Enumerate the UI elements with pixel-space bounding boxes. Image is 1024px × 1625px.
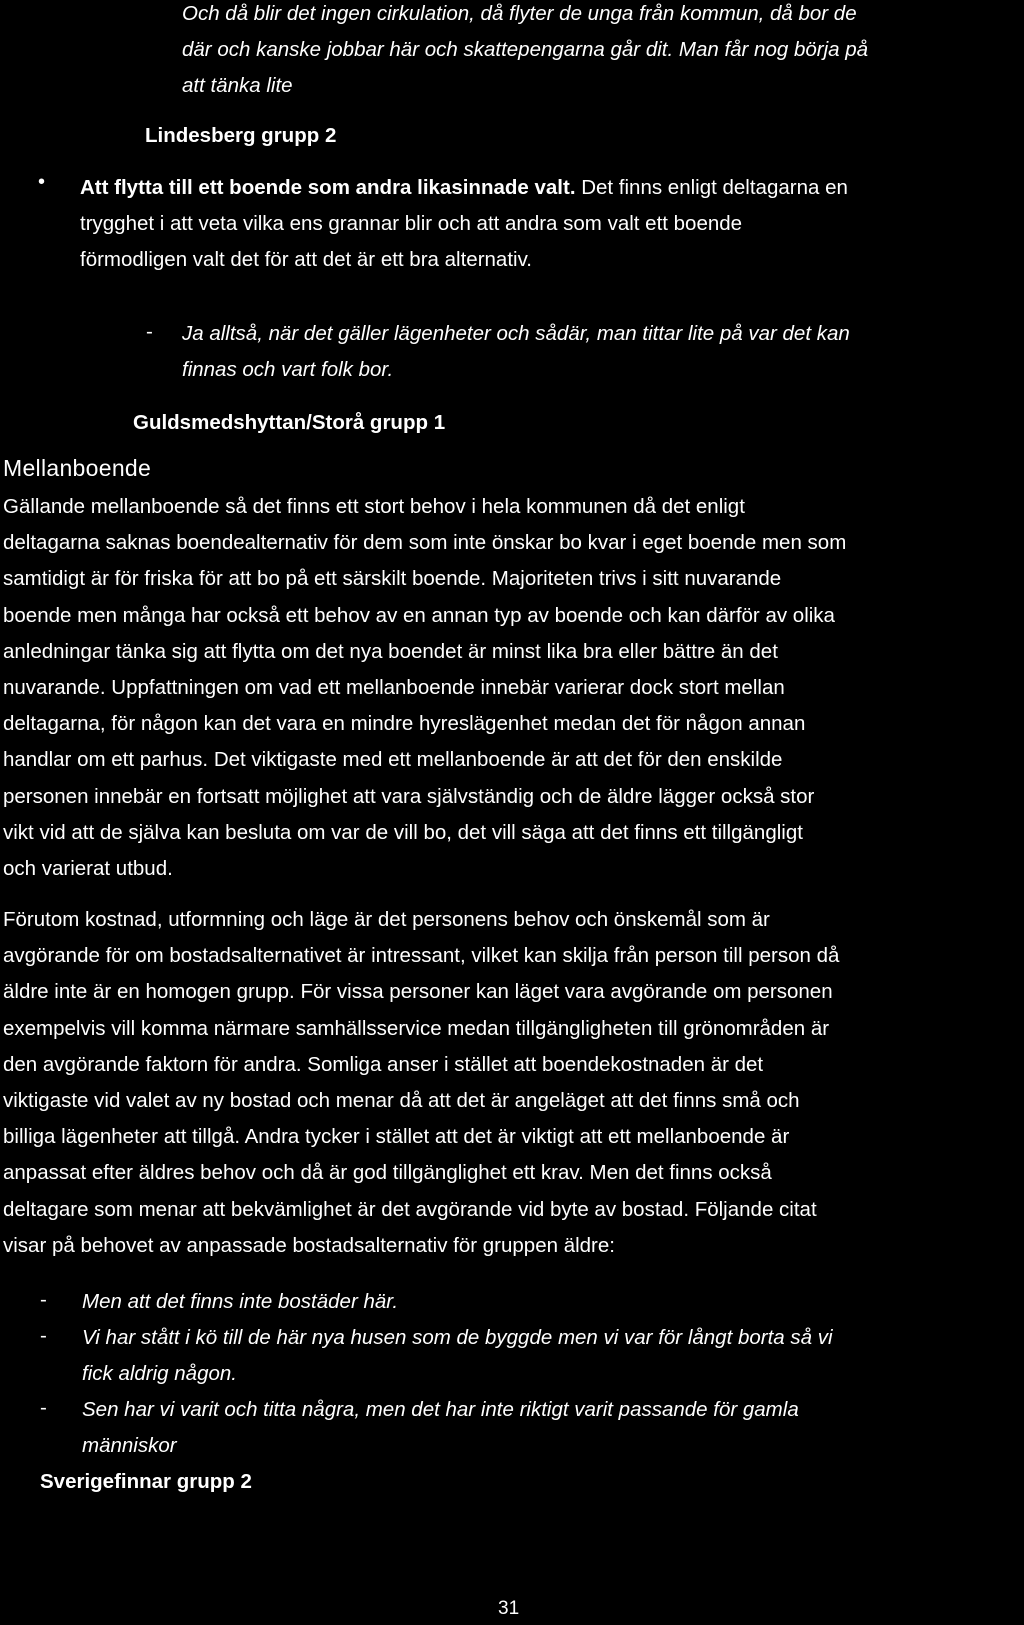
quote-line: Och då blir det ingen cirkulation, då flyter de unga från kommun, då bor de: [182, 2, 857, 25]
paragraph-line: handlar om ett parhus. Det viktigaste med ett mellanboende är att det för den enskilde: [3, 748, 783, 772]
quote-source-sverigefinnar: Sverigefinnar grupp 2: [40, 1470, 252, 1493]
quote-line: Ja alltså, när det gäller lägenheter och sådär, man tittar lite på var det kan: [182, 322, 850, 345]
paragraph-forutom: [3, 902, 1023, 1264]
quote-line: människor: [82, 1434, 177, 1457]
quote-lindesberg: [182, 0, 868, 104]
list-dash: -: [40, 1324, 47, 1347]
section-heading: Mellanboende: [3, 455, 152, 481]
paragraph-line: Gällande mellanboende så det finns ett stort behov i hela kommunen då det enligt: [3, 495, 745, 518]
paragraph-line: deltagare som menar att bekvämlighet är det avgörande vid byte av bostad. Följande citat: [3, 1197, 817, 1221]
paragraph-line: anpassat efter äldres behov och då är god tillgänglighet ett krav. Men det finns också: [3, 1161, 772, 1185]
quote-list-item: [82, 1284, 398, 1320]
quote-guldsmedshyttan: [182, 316, 850, 388]
paragraph-line: visar på behovet av anpassade bostadsalternativ för gruppen äldre:: [3, 1233, 615, 1257]
quote-source-lindesberg: Lindesberg grupp 2: [145, 124, 337, 147]
paragraph-line: deltagarna saknas boendealternativ för dem som inte önskar bo kvar i eget boende men som: [3, 531, 847, 555]
bullet-bold-lead: Att flytta till ett boende som andra likasinnade valt.: [80, 176, 576, 199]
quote-dash: -: [146, 320, 153, 343]
paragraph-mellanboende: [3, 489, 1023, 887]
paragraph-line: avgörande för om bostadsalternativet är intressant, vilket kan skilja från person till person då: [3, 944, 840, 968]
paragraph-line: deltagarna, för någon kan det vara en mindre hyreslägenhet medan det för någon annan: [3, 712, 806, 736]
quote-line: finnas och vart folk bor.: [182, 358, 394, 381]
quote-line: Sen har vi varit och titta några, men det har inte riktigt varit passande för gamla: [82, 1398, 799, 1421]
list-dash: -: [40, 1288, 47, 1311]
paragraph-line: Förutom kostnad, utformning och läge är det personens behov och önskemål som är: [3, 908, 770, 931]
quote-list-item: [82, 1392, 799, 1464]
paragraph-line: boende men många har också ett behov av en annan typ av boende och kan därför av olika: [3, 603, 835, 627]
bullet-item: [80, 170, 848, 279]
paragraph-line: den avgörande faktorn för andra. Somliga anser i stället att boendekostnaden är det: [3, 1052, 764, 1076]
quote-line: att tänka lite: [182, 74, 293, 97]
paragraph-line: viktigaste vid valet av ny bostad och menar då att det är angeläget att det finns små och: [3, 1089, 800, 1113]
page-number: 31: [498, 1598, 520, 1619]
paragraph-line: personen innebär en fortsatt möjlighet att vara självständig och de äldre lägger också stor: [3, 784, 815, 808]
bullet-line: trygghet i att veta vilka ens grannar blir och att andra som valt ett boende: [80, 212, 743, 236]
paragraph-line: billiga lägenheter att tillgå. Andra tycker i stället att det är viktigt att ett mellanboende är: [3, 1125, 790, 1149]
bullet-line: förmodligen valt det för att det är ett bra alternativ.: [80, 248, 532, 272]
paragraph-line: och varierat utbud.: [3, 857, 173, 881]
quote-line: Men att det finns inte bostäder här.: [82, 1290, 399, 1313]
quote-line: fick aldrig någon.: [82, 1362, 237, 1385]
paragraph-line: äldre inte är en homogen grupp. För vissa personer kan läget vara avgörande om personen: [3, 980, 833, 1004]
bullet-line: [80, 170, 848, 206]
list-dash: -: [40, 1396, 47, 1419]
quote-source-guldsmedshyttan: Guldsmedshyttan/Storå grupp 1: [133, 411, 446, 434]
bullet-first-line-rest: Det finns enligt deltagarna en: [575, 176, 848, 199]
paragraph-line: anledningar tänka sig att flytta om det nya boendet är minst lika bra eller bättre än det: [3, 639, 778, 663]
bullet-symbol: •: [38, 171, 46, 193]
quote-list-item: [82, 1320, 833, 1392]
paragraph-line: samtidigt är för friska för att bo på ett särskilt boende. Majoriteten trivs i sitt nuvarande: [3, 567, 782, 591]
paragraph-line: nuvarande. Uppfattningen om vad ett mellanboende innebär varierar dock stort mellan: [3, 676, 785, 700]
quote-line: Vi har stått i kö till de här nya husen som de byggde men vi var för långt borta så vi: [82, 1326, 833, 1349]
quote-line: där och kanske jobbar här och skattepengarna går dit. Man får nog börja på: [182, 38, 869, 61]
paragraph-line: exempelvis vill komma närmare samhällsservice medan tillgängligheten till grönområden är: [3, 1016, 830, 1040]
paragraph-line: vikt vid att de själva kan besluta om var de vill bo, det vill säga att det finns ett tillgängligt: [3, 820, 803, 844]
